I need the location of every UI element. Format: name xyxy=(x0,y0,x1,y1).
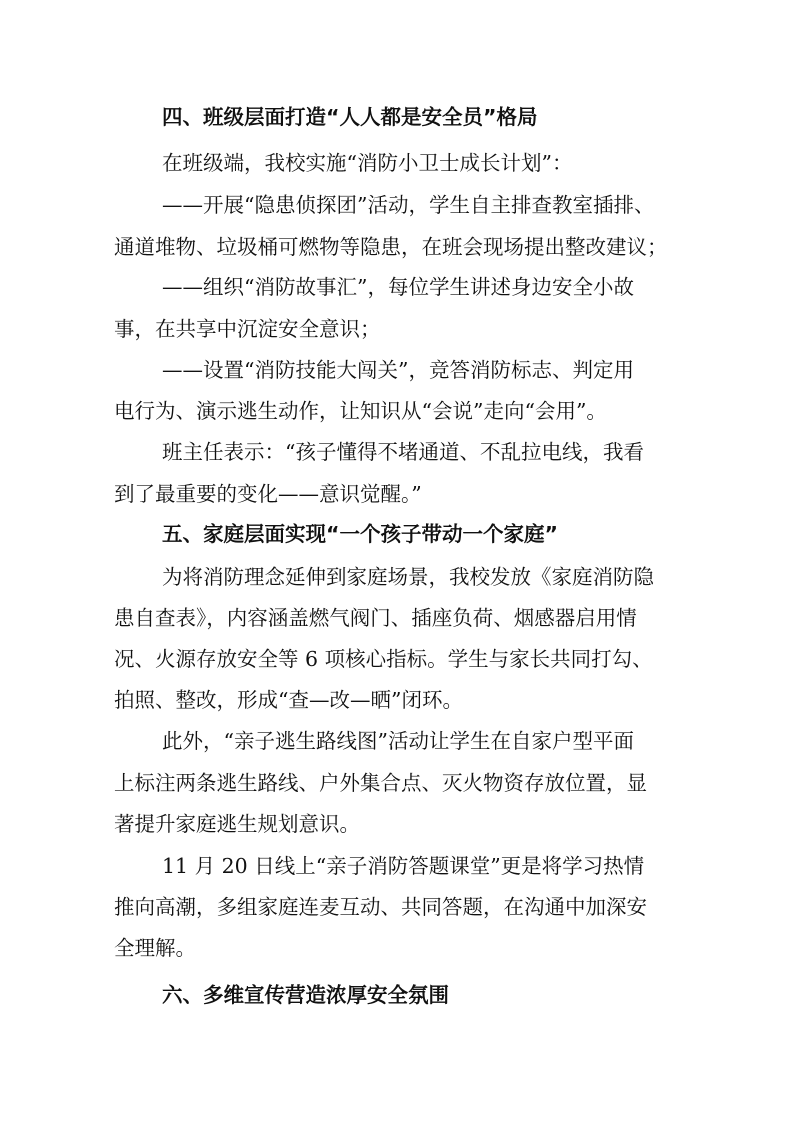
section-4-item-2-line-1: ——组织“消防故事汇”，每位学生讲述身边安全小故 xyxy=(162,275,634,299)
section-4-intro: 在班级端，我校实施“消防小卫士成长计划”： xyxy=(162,151,573,175)
section-4-item-3-line-1: ——设置“消防技能大闯关”，竞答消防标志、判定用 xyxy=(162,358,634,382)
section-4-item-1-line-1: ——开展“隐患侦探团”活动，学生自主排查教室插排、 xyxy=(162,193,655,217)
section-4-quote-line-2: 到了最重要的变化——意识觉醒。” xyxy=(114,482,422,506)
section-5-para-1-line-1: 为将消防理念延伸到家庭场景，我校发放《家庭消防隐 xyxy=(162,565,654,589)
section-5-para-3-line-1: 11 月 20 日线上“亲子消防答题课堂”更是将学习热情 xyxy=(162,854,645,878)
section-5-para-3-line-3: 全理解。 xyxy=(114,936,196,960)
section-5-para-3-line-2: 推向高潮，多组家庭连麦互动、共同答题，在沟通中加深安 xyxy=(114,895,647,919)
section-5-para-1-line-2: 患自查表》，内容涵盖燃气阀门、插座负荷、烟感器启用情 xyxy=(114,606,637,630)
section-5-heading: 五、家庭层面实现“一个孩子带动一个家庭” xyxy=(162,522,558,546)
section-5-para-1-line-4: 拍照、整改，形成“查—改—晒”闭环。 xyxy=(114,688,463,712)
section-5-para-2-line-3: 著提升家庭逃生规划意识。 xyxy=(114,812,360,836)
section-4-heading: 四、班级层面打造“人人都是安全员”格局 xyxy=(162,105,538,129)
section-4-item-2-line-2: 事，在共享中沉淀安全意识； xyxy=(114,317,381,341)
section-6-heading: 六、多维宣传营造浓厚安全氛围 xyxy=(162,983,449,1007)
section-4-item-1-line-2: 通道堆物、垃圾桶可燃物等隐患，在班会现场提出整改建议； xyxy=(114,235,668,259)
section-5-para-2-line-2: 上标注两条逃生路线、户外集合点、灭火物资存放位置，显 xyxy=(114,771,647,795)
section-5-para-2-line-1: 此外，“亲子逃生路线图”活动让学生在自家户型平面 xyxy=(162,729,634,753)
section-4-item-3-line-2: 电行为、演示逃生动作，让知识从“会说”走向“会用”。 xyxy=(114,399,607,423)
section-4-quote-line-1: 班主任表示：“孩子懂得不堵通道、不乱拉电线，我看 xyxy=(162,440,644,464)
section-5-para-1-line-3: 况、火源存放安全等 6 项核心指标。学生与家长共同打勾、 xyxy=(114,647,653,671)
